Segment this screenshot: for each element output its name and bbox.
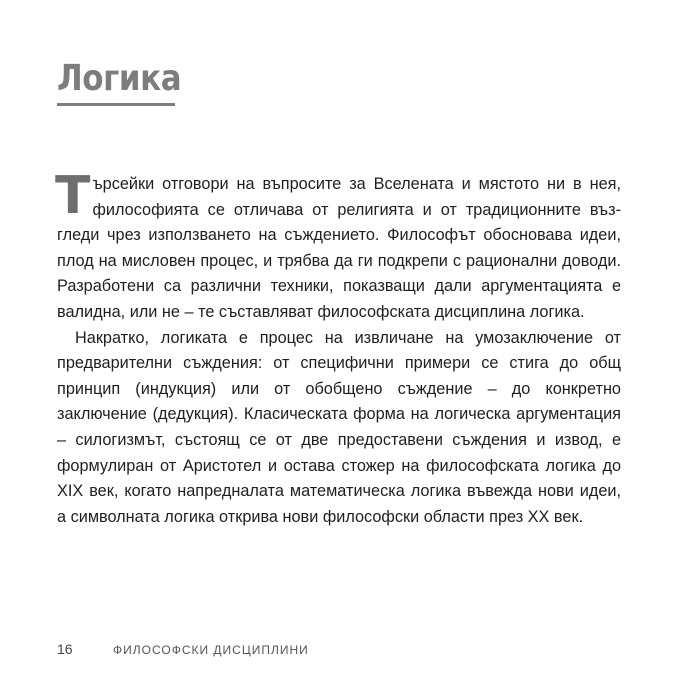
paragraph-2: Накратко, логиката е процес на извличане на умозаключение от предварителни съждения: от специфични примери се стига до общ принцип (индукция) или от обобщено съждение – до конкретно заключение (дедукция). Класическата форма на логическа аргументация – силогизмът, състоящ се от две предоставени съждения и извод, е формулиран от Аристотел и остава стожер на философската логика до XIX век, когато напредналата математическа логика въвежда нови идеи, а символната логика открива нови философски области през XX век. — [57, 328, 621, 526]
paragraph-1-text: ърсейки отговори на въпросите за Вселената и мястото ни в нея, философията се отличава от религията и от традиционните възгледи чрез използването на съждението. Философът обосновава идеи, плод на мисловен процес, и трябва да ги подкрепи с рационални доводи. Разработени са различни техники, показващи дали аргументацията е валидна, или не – те съставляват философската дисциплина логика. — [57, 175, 621, 321]
drop-cap: Т — [55, 166, 91, 226]
section-name: ФИЛОСОФСКИ ДИСЦИПЛИНИ — [113, 643, 309, 657]
page-title: Логика — [57, 58, 182, 99]
paragraph-1 — [55, 166, 621, 326]
title-underline — [57, 103, 175, 106]
page-footer — [57, 641, 309, 658]
page-number: 16 — [57, 641, 73, 657]
article-body — [55, 166, 621, 530]
